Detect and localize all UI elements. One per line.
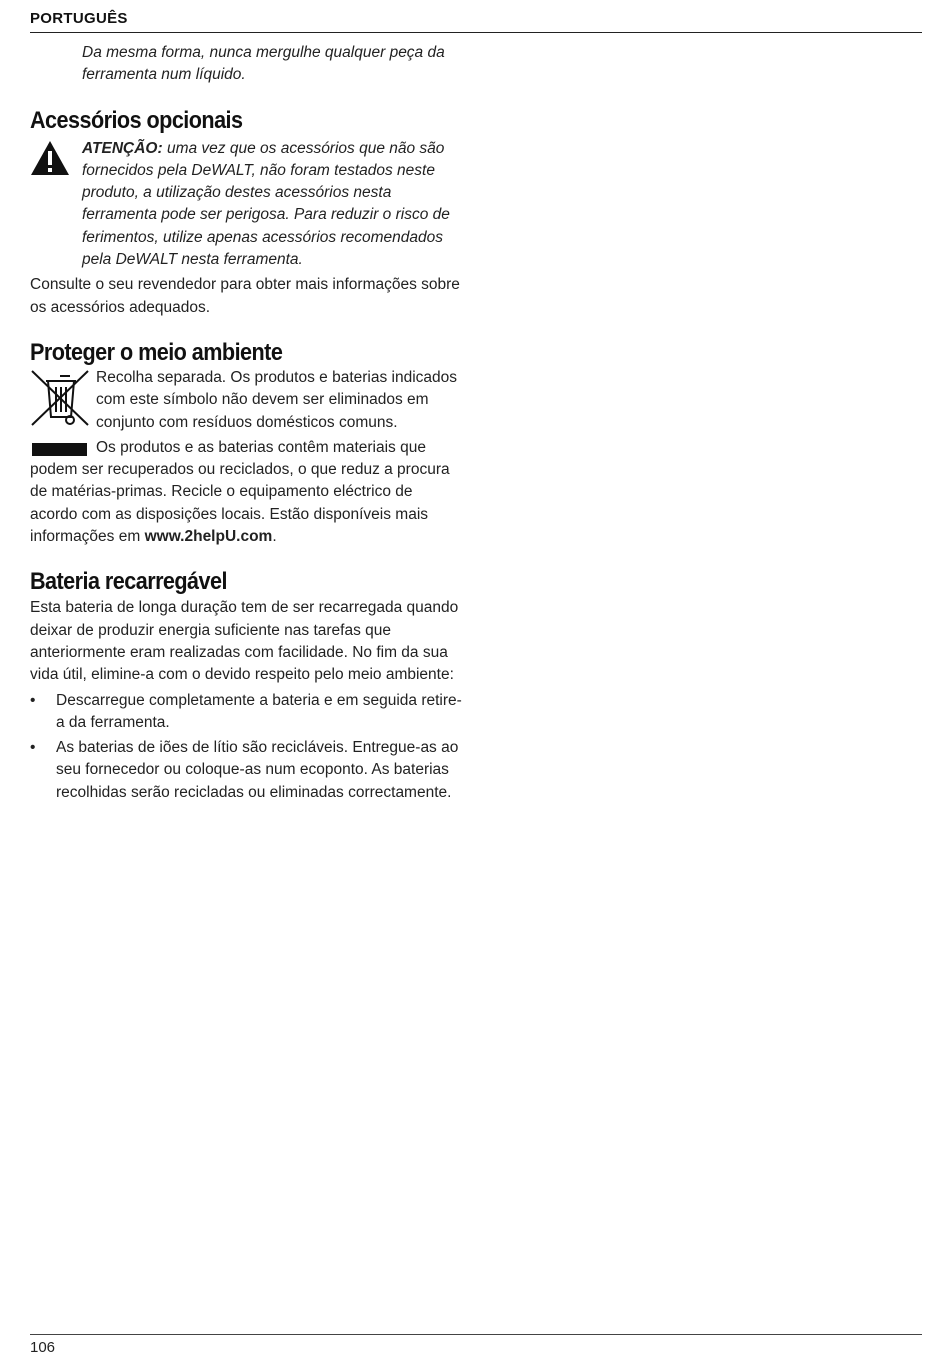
warning-label: ATENÇÃO: xyxy=(82,139,163,157)
footer-rule xyxy=(30,1334,922,1335)
bullet-text: As baterias de iões de lítio são recicláveis. Entregue-as ao seu fornecedor ou coloque-as num ecoponto. As baterias recolhidas serão recicladas ou eliminadas correctamente. xyxy=(56,739,459,801)
bullet-text: Descarregue completamente a bateria e em seguida retire-a da ferramenta. xyxy=(56,691,462,731)
header-rule xyxy=(30,32,922,33)
link-suffix: . xyxy=(272,528,277,546)
bin-paragraph: Recolha separada. Os produtos e baterias indicados com este símbolo não devem ser eliminados em conjunto com resíduos domésticos comuns. xyxy=(96,368,458,431)
recycle-paragraph xyxy=(30,437,462,548)
black-bar-icon xyxy=(32,443,87,456)
bullet-dot: • xyxy=(30,691,36,709)
help-link[interactable]: www.2helpU.com xyxy=(144,528,273,546)
list-item xyxy=(30,737,462,804)
recycle-block xyxy=(30,437,462,548)
recycle-text: Os produtos e as baterias contêm materiais que podem ser recuperados ou reciclados, o que reduz a procura de matérias-primas. Recicle o equipamento eléctrico de acordo com as disposições locais. Estão disponíveis mais informações em xyxy=(30,438,450,546)
content-column xyxy=(30,42,462,804)
battery-bullet-list xyxy=(30,690,462,804)
warning-paragraph xyxy=(82,138,462,272)
warning-text: uma vez que os acessórios que não são fornecidos pela DeWALT, não foram testados neste produto, a utilização destes acessórios nesta ferramenta pode ser perigosa. Para reduzir o risco de ferimentos, utilize apenas acessórios recomendados pela DeWALT nesta ferramenta. xyxy=(82,139,450,269)
list-item xyxy=(30,690,462,735)
bin-block xyxy=(96,367,462,434)
battery-heading: Bateria recarregável xyxy=(30,568,227,596)
accessories-heading: Acessórios opcionais xyxy=(30,106,243,134)
battery-intro-paragraph: Esta bateria de longa duração tem de ser recarregada quando deixar de produzir energia suficiente nas tarefas que anteriormente eram realizadas com facilidade. No fim da sua vida útil, elimine-a com o devido respeito pelo meio ambiente: xyxy=(30,599,459,684)
consult-paragraph: Consulte o seu revendedor para obter mais informações sobre os acessórios adequados. xyxy=(30,276,460,316)
intro-paragraph: Da mesma forma, nunca mergulhe qualquer peça da ferramenta num líquido. xyxy=(82,44,445,84)
bullet-dot: • xyxy=(30,739,36,757)
environment-heading: Proteger o meio ambiente xyxy=(30,338,283,366)
header-language: PORTUGUÊS xyxy=(30,10,128,27)
crossed-out-bin-icon xyxy=(30,367,90,429)
warning-block xyxy=(82,138,462,272)
page-number: 106 xyxy=(30,1339,56,1356)
warning-triangle-icon xyxy=(30,140,70,176)
